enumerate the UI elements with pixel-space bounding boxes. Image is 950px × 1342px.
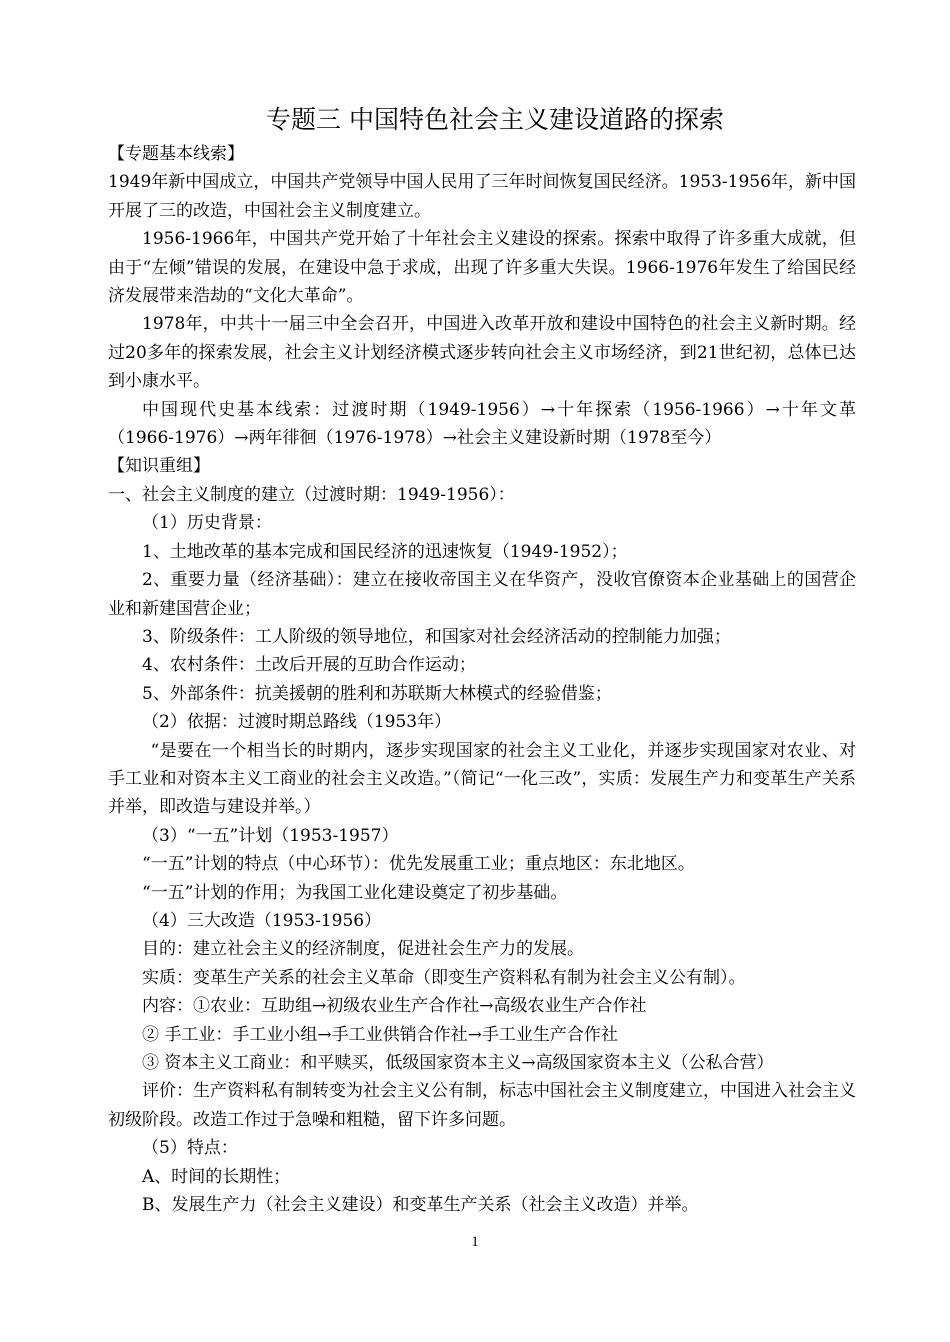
general-line-quote: “是要在一个相当长的时期内，逐步实现国家的社会主义工业化，并逐步实现国家对农业、对手工业和对资本主义工商业的社会主义改造。”（简记“一化三改”，实质：发展生产力和变革生产关系并举，即改造与建设并举。） [108, 740, 856, 818]
feature-a: A、时间的长期性； [142, 1166, 291, 1187]
transform-essence: 实质：变革生产关系的社会主义革命（即变生产资料私有制为社会主义公有制）。 [142, 967, 746, 988]
document-body [108, 140, 856, 1219]
paragraph-1956: 1956-1966年，中国共产党开始了十年社会主义建设的探索。探索中取得了许多重大成就，但由于“左倾”错误的发展，在建设中急于求成，出现了许多重大失误。1966-1976年发生了给国民经济发展带来浩劫的“文化大革命”。 [108, 229, 856, 307]
section-heading-knowledge: 【知识重组】 [108, 456, 210, 477]
sub-heading-five-year-plan: （3）“一五”计划（1953-1957） [142, 825, 399, 846]
background-item-5: 5、外部条件：抗美援朝的胜利和苏联斯大林模式的经验借鉴； [142, 683, 612, 704]
background-item-2: 2、重要力量（经济基础）：建立在接收帝国主义在华资产，没收官僚资本企业基础上的国营企业和新建国营企业； [108, 570, 856, 619]
transform-goal: 目的：建立社会主义的经济制度，促进社会生产力的发展。 [142, 939, 584, 960]
transform-content-capitalist: ③ 资本主义工商业：和平赎买，低级国家资本主义→高级国家资本主义（公私合营） [142, 1053, 774, 1073]
background-item-3: 3、阶级条件：工人阶级的领导地位，和国家对社会经济活动的控制能力加强； [142, 626, 731, 647]
page-title: 专题三 中国特色社会主义建设道路的探索 [266, 105, 724, 134]
transform-evaluation: 评价：生产资料私有制转变为社会主义公有制，标志中国社会主义制度建立，中国进入社会主义初级阶段。改造工作过于急噪和粗糙，留下许多问题。 [108, 1081, 856, 1130]
five-year-features: “一五”计划的特点（中心环节）：优先发展重工业；重点地区：东北地区。 [142, 854, 695, 875]
page-number: 1 [471, 1234, 479, 1250]
paragraph-1978: 1978年，中共十一届三中全会召开，中国进入改革开放和建设中国特色的社会主义新时期。经过20多年的探索发展，社会主义计划经济模式逐步转向社会主义市场经济，到21世纪初，总体已达到小康水平。 [108, 314, 856, 392]
section-heading-basic-clues: 【专题基本线索】 [108, 144, 244, 164]
part-heading-1: 一、社会主义制度的建立（过渡时期：1949-1956）： [108, 484, 515, 505]
paragraph-timeline: 中国现代史基本线索：过渡时期（1949-1956）→十年探索（1956-1966）→十年文革（1966-1976）→两年徘徊（1976-1978）→社会主义建设新时期（1978至今） [108, 399, 856, 449]
sub-heading-background: （1）历史背景： [142, 513, 272, 534]
five-year-effect: “一五”计划的作用；为我国工业化建设奠定了初步基础。 [142, 882, 568, 903]
transform-content-agriculture: 内容：①农业：互助组→初级农业生产合作社→高级农业生产合作社 [142, 996, 647, 1017]
background-item-1: 1、土地改革的基本完成和国民经济的迅速恢复（1949-1952）； [142, 541, 628, 562]
background-item-4: 4、农村条件：土改后开展的互助合作运动； [142, 655, 476, 676]
sub-heading-features: （5）特点： [142, 1138, 238, 1159]
feature-b: B、发展生产力（社会主义建设）和变革生产关系（社会主义改造）并举。 [142, 1195, 699, 1216]
sub-heading-three-transformations: （4）三大改造（1953-1956） [142, 910, 382, 931]
transform-content-handicraft: ② 手工业：手工业小组→手工业供销合作社→手工业生产合作社 [142, 1024, 618, 1045]
paragraph-1949: 1949年新中国成立，中国共产党领导中国人民用了三年时间恢复国民经济。1953-1956年，新中国开展了三的改造，中国社会主义制度建立。 [108, 172, 856, 221]
sub-heading-basis: （2）依据：过渡时期总路线（1953年） [142, 712, 452, 733]
